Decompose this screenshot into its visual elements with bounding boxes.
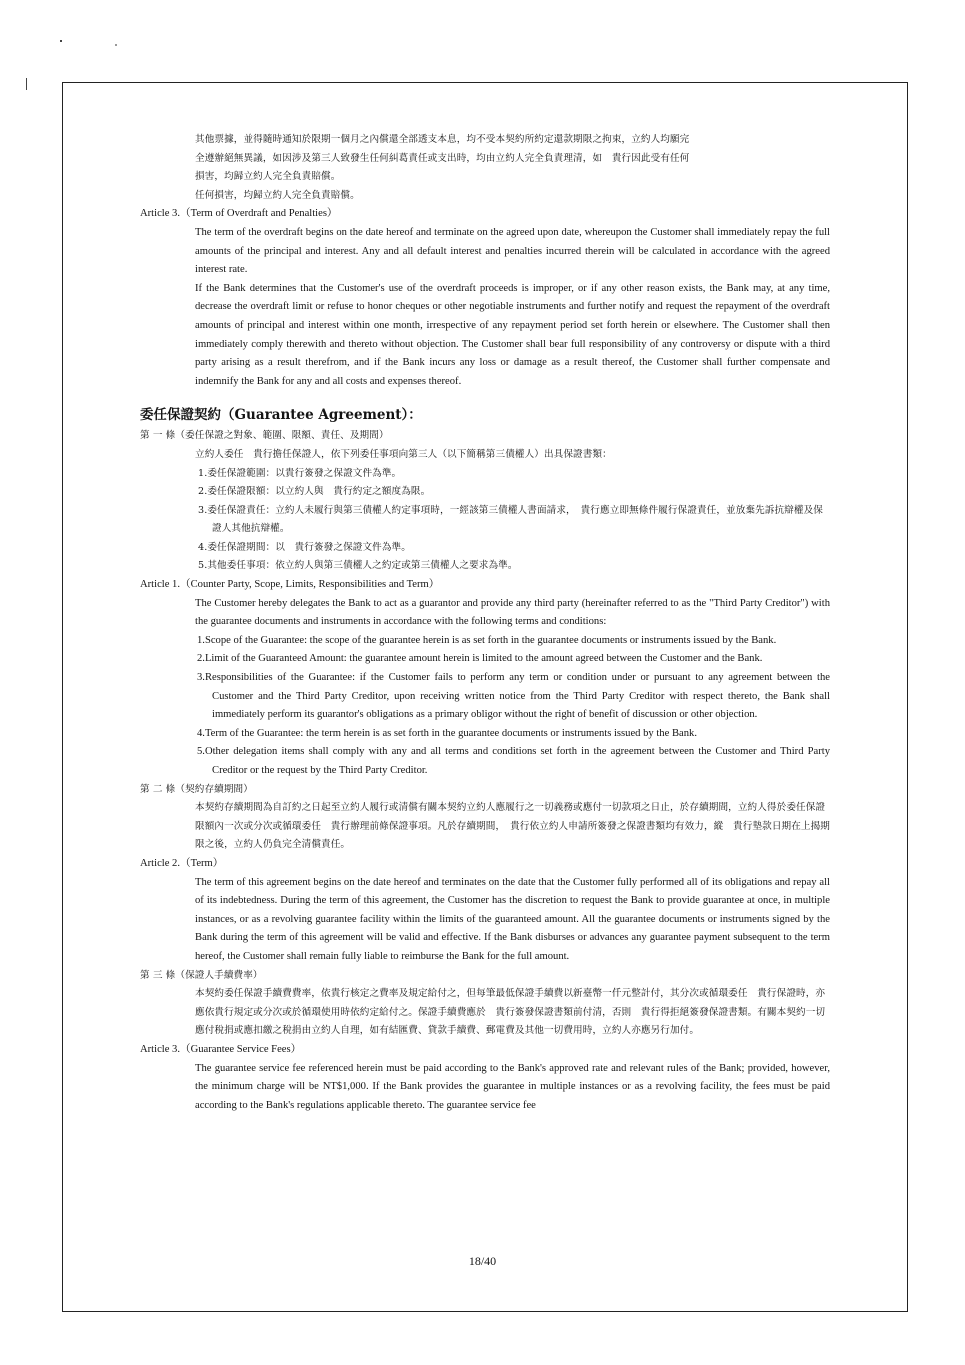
page-number: 18/40 [468, 1254, 497, 1268]
article-heading: 第 一 條（委任保證之對象、範圍、限額、責任、及期間） [140, 430, 389, 442]
zh-line: 其他票據，並得隨時通知於限期一個月之內償還全部透支本息，均不受本契約所約定還款期限之拘束，立約人均願完 [195, 134, 690, 145]
zh-article-2 [140, 781, 830, 855]
document-body [140, 131, 830, 1115]
zh-article-3 [140, 967, 830, 1041]
article-heading: 第 三 條（保證人手續費率） [140, 969, 263, 981]
paragraph: The Customer hereby delegates the Bank to act as a guarantor and provide any third party (hereinafter referred to as the "Third Party Creditor") with the guarantee documents and instruments in accordance with the following terms and conditions: [195, 597, 830, 628]
scan-mark [115, 44, 117, 46]
article-heading: Article 2.（Term） [140, 857, 224, 869]
list-item: 4.Term of the Guarantee: the term herein is as set forth in the guarantee documents or instruments issued by the Bank. [197, 727, 697, 739]
article3-overdraft [140, 205, 830, 391]
list-item: 5.Other delegation items shall comply with any and all terms and conditions set forth in the agreement between the Customer and Third Party Creditor or the request by the Third Party Creditor. [197, 746, 830, 776]
scan-mark [60, 40, 62, 42]
zh-line: 全遵辦絕無異議，如因涉及第三人致發生任何糾葛責任或支出時，均由立約人完全負責理清，如 貴行因此受有任何 [195, 152, 690, 164]
paragraph: If the Bank determines that the Customer's use of the overdraft proceeds is improper, or if any other reason exists, the Bank may, at any time, decrease the overdraft limit or refuse to honor cheques or other negotiable instruments and further notify and request the repayment of the overdraft amounts of principal and interest within one month, irrespective of any repayment period set forth herein or elsewhere. The Customer shall then immediately comply therewith and thereto without objection. The Customer shall bear full responsibility of any controversy or dispute with a third party arising as a result therefrom, and if the Bank incurs any loss or damage as a result thereof, the Customer shall further compensate and indemnify the Bank for any and all costs and expenses thereof. [195, 282, 830, 387]
zh-article-1 [140, 427, 830, 576]
zh-line: 任何損害，均歸立約人完全負責賠償。 [195, 189, 360, 201]
article-heading: Article 1.（Counter Party, Scope, Limits, Responsibilities and Term） [140, 579, 440, 591]
top-continuation [140, 131, 830, 205]
list-item: 3.委任保證責任：立約人未履行與第三債權人約定事項時，一經該第三債權人書面請求， 貴行應立即無條件履行保證責任，並放棄先訴抗辯權及保證人其他抗辯權。 [198, 504, 823, 535]
article-heading: Article 3.（Guarantee Service Fees） [140, 1043, 302, 1055]
paragraph: The guarantee service fee referenced herein must be paid according to the Bank's approved rate and relevant rules of the Bank; provided, however, the minimum charge will be NT$1,000. If the Bank provides the guarantee in multiple instances or as a revolving facility, the fees must be paid according to the Bank's regulations applicable thereto. The guarantee service fee [195, 1062, 830, 1111]
article-heading: Article 3.（Term of Overdraft and Penalties） [140, 208, 338, 220]
zh-line: 損害，均歸立約人完全負責賠償。 [195, 171, 341, 183]
list-item: 1.Scope of the Guarantee: the scope of the guarantee herein is as set forth in the guarantee documents or instruments issued by the Bank. [197, 634, 777, 646]
list-item: 1.委任保證範圍：以貴行簽發之保證文件為準。 [198, 467, 402, 479]
paragraph: 立約人委任 貴行擔任保證人，依下列委任事項向第三人（以下簡稱第三債權人）出具保證書類： [195, 448, 612, 460]
list-item: 5.其他委任事項：依立約人與第三債權人之約定或第三債權人之要求為準。 [198, 560, 518, 572]
article-heading: 第 二 條（契約存續期間） [140, 783, 253, 795]
list-item: 2.委任保證限額：以立約人與 貴行約定之額度為限。 [198, 486, 431, 498]
paragraph: 本契約存續期間為自訂約之日起至立約人履行或清償有關本契約立約人應履行之一切義務或應付一切款項之日止，於存續期間，立約人得於委任保證限額內一次或分次或循環委任 貴行辦理前條保證事項。凡於存續期間， 貴行依立約人申請所簽發之保證書類均有效力，縱 貴行墊款日期在上揭期限之後，立約人仍負完全清償責任。 [195, 802, 830, 851]
list-item: 4.委任保證期間：以 貴行簽發之保證文件為準。 [198, 541, 411, 553]
paragraph: 本契約委任保證手續費費率，依貴行核定之費率及規定給付之，但每筆最低保證手續費以新臺幣一仟元整計付，其分次或循環委任 貴行保證時，亦應依貴行規定或分次或於循環使用時依約定給付之。保證手續費應於 貴行簽發保證書類前付清，否則 貴行得拒絕簽發保證書類。有關本契約一切應付稅捐或應扣繳之稅捐由立約人自理，如有結匯費、貸款手續費、郵電費及其他一切費用時，立約人亦應另行加付。 [195, 988, 826, 1037]
en-article-1 [140, 576, 830, 781]
scan-mark [26, 78, 27, 90]
en-article-3 [140, 1041, 830, 1115]
list-item: 2.Limit of the Guaranteed Amount: the guarantee amount herein is limited to the amount agreed between the Customer and the Bank. [197, 653, 763, 665]
section-title: 委任保證契約（Guarantee Agreement）： [140, 407, 422, 424]
paragraph: The term of the overdraft begins on the date hereof and terminate on the agreed upon date, whereupon the Customer shall immediately repay the full amounts of the principal and interest. Any and all default interest and penalties incurred therein will be calculated in accordance with the agreed interest rate. [195, 226, 830, 276]
list-item: 3.Responsibilities of the Guarantee: if the Customer fails to perform any term or condition under or pursuant to any agreement between the Customer and the Third Party Creditor, upon receiving written notice from the Third Party Creditor with respect thereto, the Bank shall immediately perform its guarantor's obligations as a primary obligor without the right of benefit of discussion or other objection. [197, 672, 830, 721]
paragraph: The term of this agreement begins on the date hereof and terminates on the date that the Customer fully performed all of its obligations and repay all of its indebtedness. During the term of this agreement, the Customer has the discretion to request the Bank to provide guarantee at once, in multiple instances, or as a revolving guarantee facility within the limits of the guaranteed amount. All the guarantee documents or instruments signed by the Bank during the term of this agreement will be valid and effective. If the Bank disburses or advances any guarantee payment subsequent to the term hereof, the Customer shall remain fully liable to reimburse the Bank for the full amount. [195, 876, 830, 962]
en-article-2 [140, 855, 830, 967]
